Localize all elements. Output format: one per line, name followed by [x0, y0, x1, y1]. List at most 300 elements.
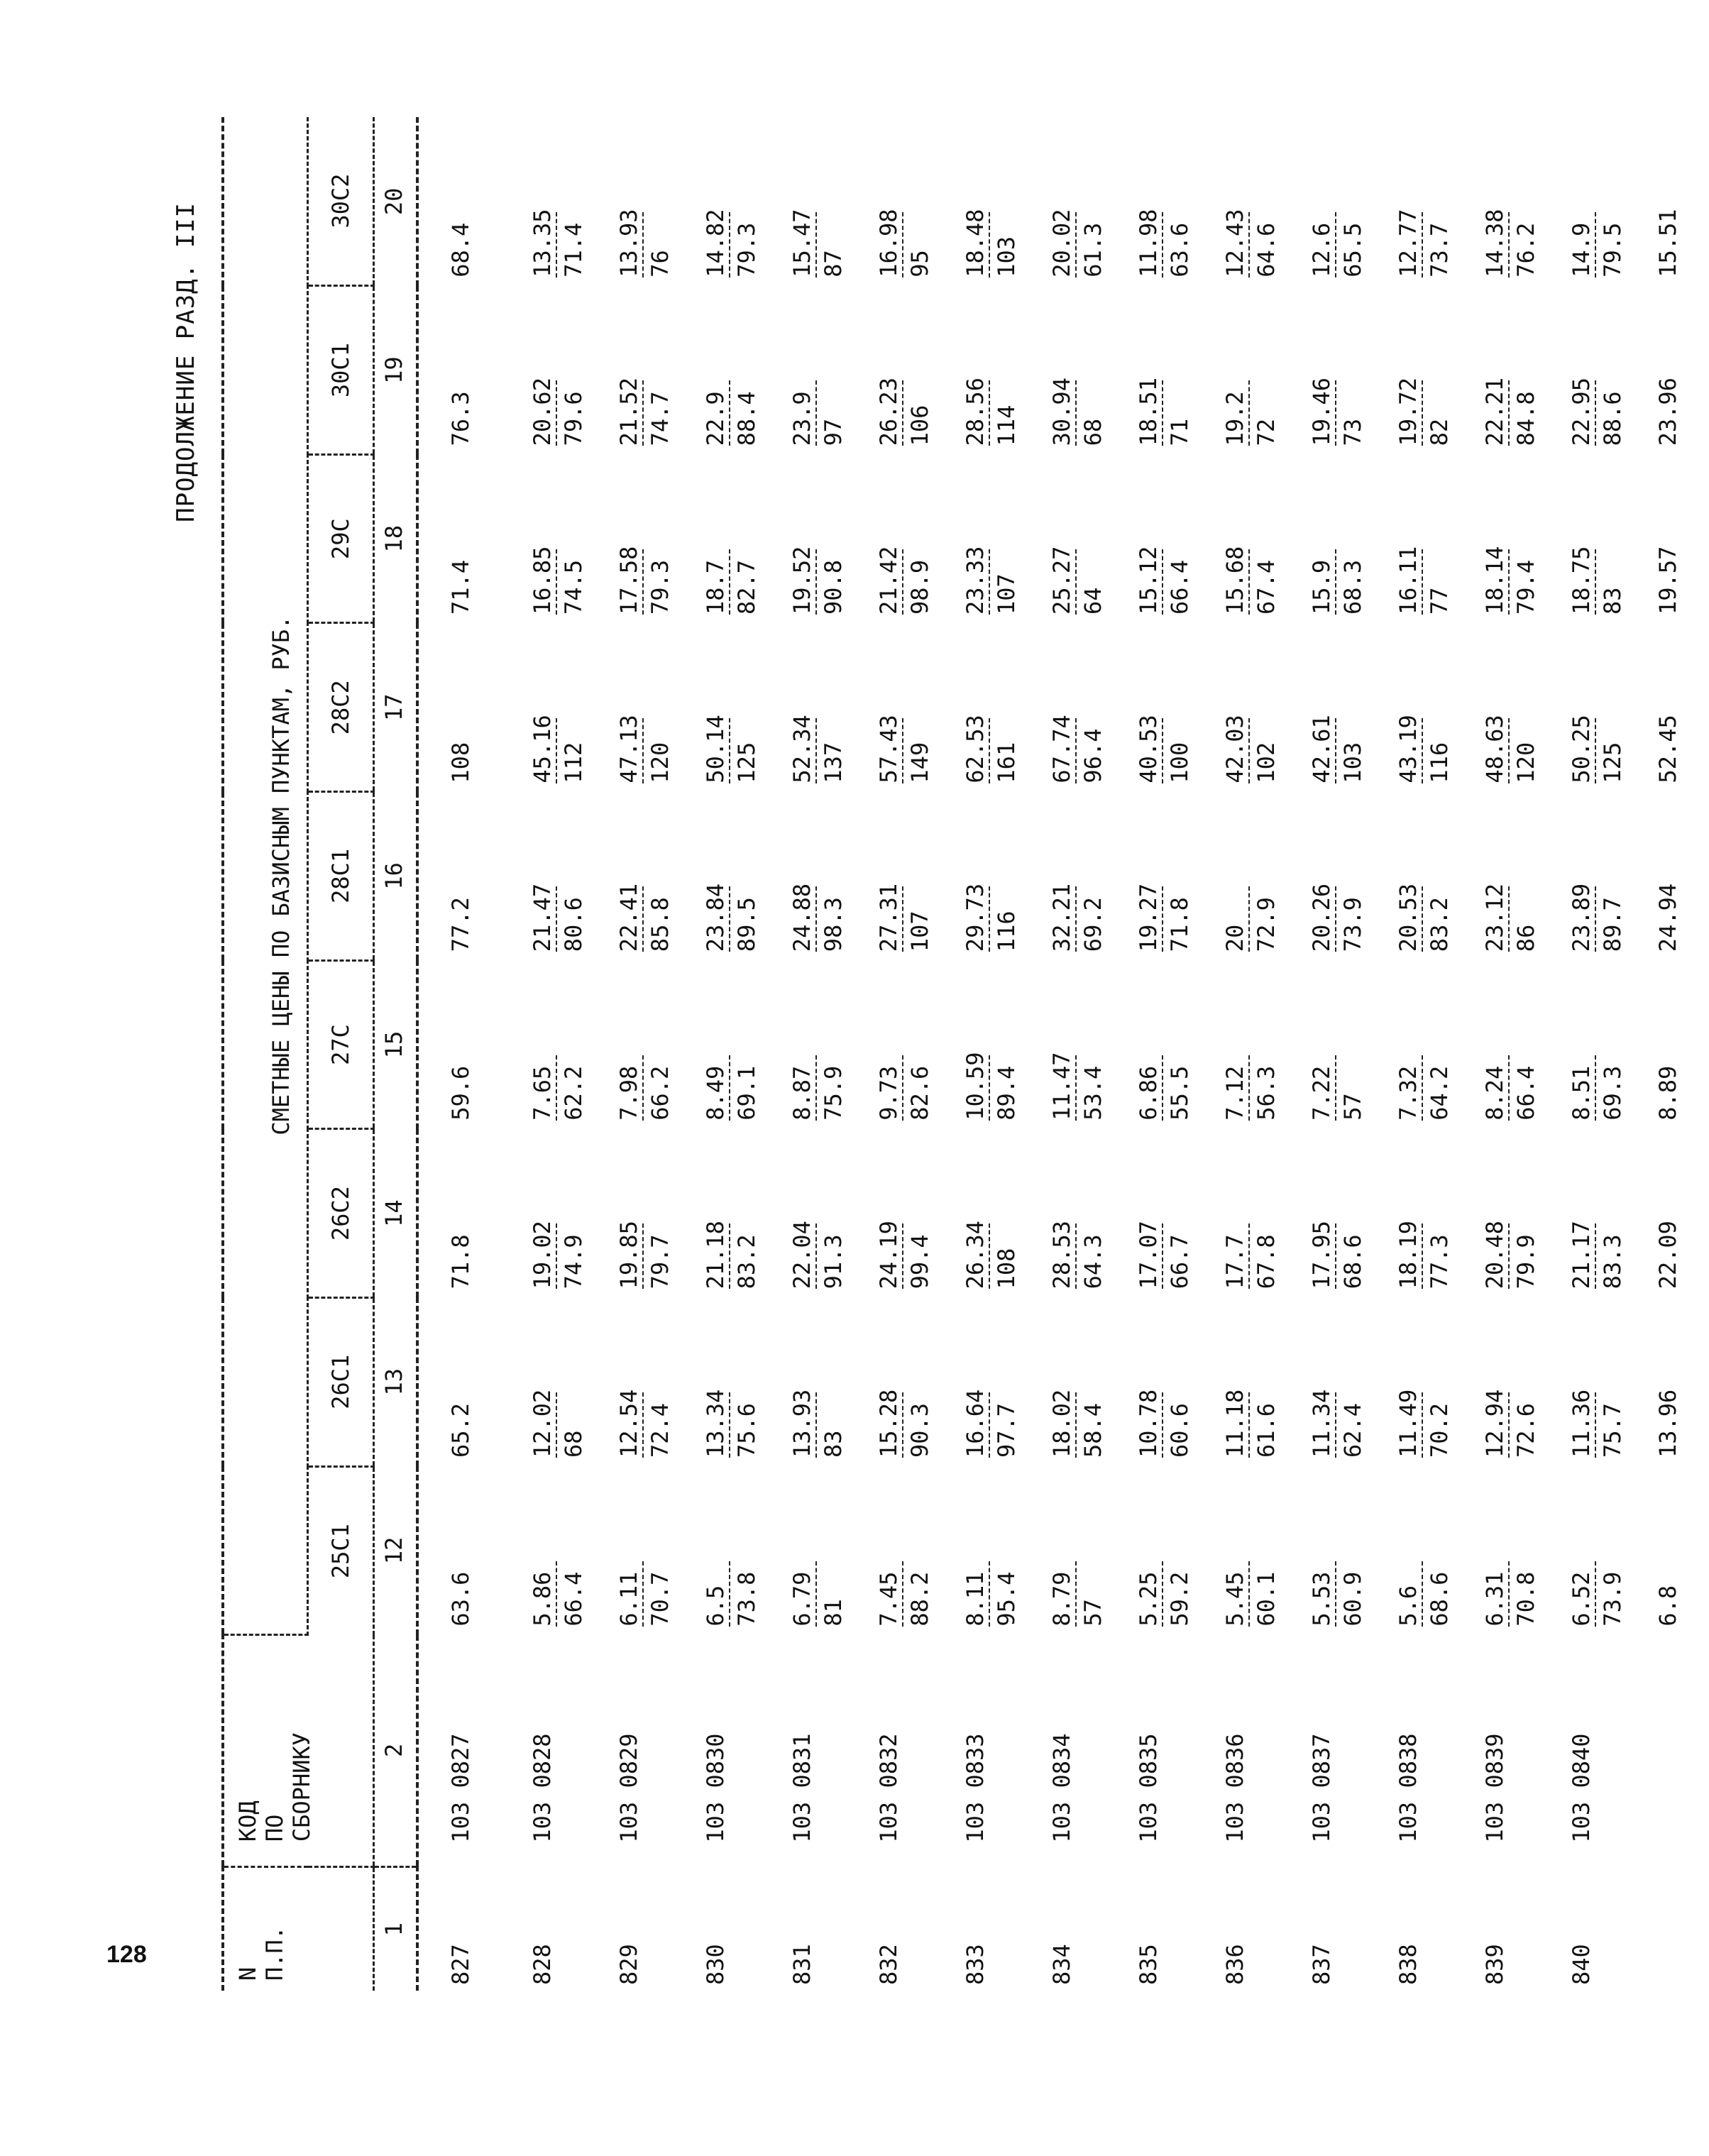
- header-code: КОД ПО СБОРНИКУ: [223, 1635, 374, 1867]
- price-value: 8.51: [1568, 1055, 1596, 1121]
- price-value: 23.9: [788, 380, 817, 446]
- price-value: 11.34: [1308, 1389, 1335, 1458]
- header-point: 26С1: [308, 1297, 374, 1466]
- price-secondary-value: 64.3: [1079, 1234, 1106, 1289]
- price-cell: [1626, 623, 1690, 792]
- price-secondary-value: 60.1: [1253, 1571, 1280, 1627]
- price-value: 16.98: [875, 209, 902, 277]
- table-row: [847, 117, 933, 1991]
- price-secondary-value: 97: [820, 418, 847, 446]
- price-secondary-value: 76.2: [1512, 222, 1539, 277]
- price-cell: [674, 454, 760, 623]
- price-secondary-value: 84.8: [1512, 391, 1539, 446]
- price-value: 19.2: [1221, 380, 1250, 446]
- price-secondary-value: 82.7: [733, 559, 760, 615]
- price-cell: [417, 286, 500, 455]
- row-number: 836: [1221, 1944, 1248, 1985]
- price-secondary-value: 82.6: [906, 1065, 933, 1121]
- price-cell: [933, 623, 1020, 792]
- price-value: 15.51: [1654, 209, 1681, 277]
- table-row: [1539, 117, 1626, 1991]
- price-secondary-value: 103: [993, 236, 1020, 277]
- header-column-number: 18: [374, 454, 418, 623]
- price-cell: [933, 286, 1020, 455]
- price-cell: [1106, 1466, 1193, 1635]
- row-code: 103 0828: [529, 1733, 556, 1843]
- price-secondary-value: 80.6: [560, 897, 587, 952]
- header-point: 30С1: [308, 286, 374, 455]
- price-cell: [587, 117, 674, 286]
- header-column-number: 16: [374, 792, 418, 961]
- price-cell: [933, 117, 1020, 286]
- price-secondary-value: 70.7: [647, 1571, 674, 1627]
- price-secondary-value: 87: [820, 250, 847, 277]
- price-cell: [760, 1466, 847, 1635]
- row-number: 835: [1135, 1944, 1162, 1985]
- price-secondary-value: 71: [1166, 418, 1193, 446]
- price-cell: [587, 1466, 674, 1635]
- price-value: 5.25: [1135, 1561, 1163, 1627]
- price-value: 5.86: [529, 1561, 557, 1627]
- price-value: 6.79: [788, 1561, 817, 1627]
- price-value: 27.31: [875, 883, 902, 952]
- price-value: 20.62: [529, 378, 556, 446]
- price-secondary-value: 112: [560, 742, 587, 783]
- price-value: 14.82: [702, 209, 729, 277]
- price-table-area: [221, 117, 1690, 1991]
- price-value: 11.47: [1048, 1052, 1075, 1121]
- price-cell: [1193, 286, 1280, 455]
- price-cell: [587, 454, 674, 623]
- price-value: 6.11: [615, 1561, 644, 1627]
- price-secondary-value: 75.9: [820, 1065, 847, 1121]
- price-cell: [1366, 1466, 1453, 1635]
- table-row: [760, 117, 847, 1991]
- header-point: 26С2: [308, 1129, 374, 1298]
- table-row: [1106, 117, 1193, 1991]
- price-value: 23.33: [962, 546, 989, 615]
- price-secondary-value: 66.7: [1166, 1234, 1193, 1289]
- price-cell: [760, 1297, 847, 1466]
- price-value: 22.95: [1568, 378, 1595, 446]
- price-cell: [1020, 1466, 1106, 1635]
- price-value: 11.98: [1135, 209, 1162, 277]
- price-secondary-value: 88.2: [906, 1571, 933, 1627]
- table-row: [1020, 117, 1106, 1991]
- price-cell: [674, 623, 760, 792]
- price-value: 21.47: [529, 883, 556, 952]
- row-number: 831: [788, 1944, 815, 1985]
- price-cell: [1453, 960, 1539, 1129]
- header-row-number: N П.П.: [223, 1867, 374, 1991]
- header-column-number: 13: [374, 1297, 418, 1466]
- price-secondary-value: 73.8: [733, 1571, 760, 1627]
- price-table: [221, 117, 1690, 1991]
- row-code: 103 0827: [447, 1733, 474, 1843]
- price-secondary-value: 88.4: [733, 391, 760, 446]
- price-value: 8.24: [1481, 1055, 1510, 1121]
- row-number: 838: [1395, 1944, 1422, 1985]
- price-value: 13.35: [529, 209, 556, 277]
- price-secondary-value: 62.4: [1339, 1402, 1366, 1458]
- price-cell: [760, 454, 847, 623]
- rotated-page-content: [165, 117, 1681, 1991]
- price-cell: [1626, 1297, 1690, 1466]
- price-cell: [417, 792, 500, 961]
- price-secondary-value: 95: [906, 250, 933, 277]
- price-cell: [1020, 792, 1106, 961]
- row-number: [1626, 1867, 1690, 1991]
- price-value: 63.6: [447, 1571, 474, 1627]
- price-value: 15.47: [788, 209, 815, 277]
- price-value: 15.68: [1221, 546, 1248, 615]
- header-column-number: 2: [374, 1635, 418, 1867]
- price-value: 62.53: [962, 715, 989, 783]
- price-cell: [417, 1129, 500, 1298]
- price-cell: [1366, 117, 1453, 286]
- price-cell: [1280, 623, 1366, 792]
- price-value: 12.02: [529, 1389, 556, 1458]
- price-secondary-value: 102: [1253, 742, 1280, 783]
- price-secondary-value: 83: [820, 1430, 847, 1458]
- price-cell: [1366, 286, 1453, 455]
- table-row: [417, 117, 500, 1991]
- price-value: 6.8: [1654, 1585, 1681, 1627]
- row-number: 830: [702, 1944, 729, 1985]
- price-cell: [1366, 1297, 1453, 1466]
- table-row: [933, 117, 1020, 1991]
- price-cell: [674, 960, 760, 1129]
- table-row: [587, 117, 674, 1991]
- price-value: 50.14: [702, 715, 729, 783]
- price-cell: [674, 792, 760, 961]
- price-value: 7.65: [529, 1055, 557, 1121]
- header-price-group-title: СМЕТНЫЕ ЦЕНЫ ПО БАЗИСНЫМ ПУНКТАМ, РУБ.: [223, 117, 308, 1635]
- price-value: 32.21: [1048, 883, 1075, 952]
- price-secondary-value: 56.3: [1253, 1065, 1280, 1121]
- price-secondary-value: 82: [1426, 418, 1453, 446]
- price-value: 15.9: [1308, 549, 1336, 615]
- price-cell: [1453, 1297, 1539, 1466]
- price-secondary-value: 72.9: [1253, 897, 1280, 952]
- price-cell: [1193, 1297, 1280, 1466]
- price-value: 14.38: [1481, 209, 1508, 277]
- price-value: 13.93: [615, 209, 642, 277]
- header-point: 30С2: [308, 117, 374, 286]
- price-value: 5.6: [1395, 1561, 1423, 1627]
- price-cell: [500, 1297, 587, 1466]
- price-cell: [587, 792, 674, 961]
- price-secondary-value: 74.7: [647, 391, 674, 446]
- price-value: 19.52: [788, 546, 815, 615]
- price-cell: [500, 1466, 587, 1635]
- price-value: 28.56: [962, 378, 989, 446]
- price-cell: [760, 117, 847, 286]
- price-secondary-value: 53.4: [1079, 1065, 1106, 1121]
- price-secondary-value: 88.6: [1599, 391, 1626, 446]
- price-secondary-value: 58.4: [1079, 1402, 1106, 1458]
- price-value: 11.36: [1568, 1389, 1595, 1458]
- row-number: 840: [1568, 1944, 1595, 1985]
- row-code: [1626, 1635, 1690, 1867]
- price-secondary-value: 76: [647, 250, 674, 277]
- price-secondary-value: 125: [733, 742, 760, 783]
- price-value: 9.73: [875, 1055, 903, 1121]
- price-cell: [587, 623, 674, 792]
- price-secondary-value: 125: [1599, 742, 1626, 783]
- price-cell: [1280, 1466, 1366, 1635]
- header-column-number: 14: [374, 1129, 418, 1298]
- price-cell: [1453, 1129, 1539, 1298]
- row-code: 103 0833: [962, 1733, 989, 1843]
- price-cell: [1193, 792, 1280, 961]
- price-cell: [847, 1466, 933, 1635]
- table-row: [500, 117, 587, 1991]
- price-secondary-value: 73.9: [1339, 897, 1366, 952]
- price-value: 22.04: [788, 1221, 815, 1289]
- price-cell: [1106, 1129, 1193, 1298]
- price-cell: [1193, 117, 1280, 286]
- price-value: 24.88: [788, 883, 815, 952]
- row-number: 832: [875, 1944, 902, 1985]
- price-value: 20.53: [1395, 883, 1422, 952]
- price-secondary-value: 91.3: [820, 1234, 847, 1289]
- price-value: 13.96: [1654, 1389, 1681, 1458]
- price-secondary-value: 120: [1512, 742, 1539, 783]
- header-column-number: 12: [374, 1466, 418, 1635]
- price-value: 23.96: [1654, 378, 1681, 446]
- price-secondary-value: 137: [820, 742, 847, 783]
- price-secondary-value: 57: [1079, 1599, 1106, 1627]
- price-value: 18.75: [1568, 546, 1595, 615]
- price-secondary-value: 57: [1339, 1093, 1366, 1121]
- price-secondary-value: 79.7: [647, 1234, 674, 1289]
- price-value: 8.79: [1048, 1561, 1077, 1627]
- price-secondary-value: 74.9: [560, 1234, 587, 1289]
- price-cell: [1539, 792, 1626, 961]
- price-secondary-value: 89.4: [993, 1065, 1020, 1121]
- price-value: 16.11: [1395, 546, 1422, 615]
- price-cell: [1020, 623, 1106, 792]
- price-value: 13.93: [788, 1389, 815, 1458]
- price-cell: [933, 1466, 1020, 1635]
- price-cell: [1366, 792, 1453, 961]
- price-value: 40.53: [1135, 715, 1162, 783]
- price-secondary-value: 96.4: [1079, 728, 1106, 783]
- price-secondary-value: 98.3: [820, 897, 847, 952]
- price-secondary-value: 107: [906, 911, 933, 952]
- price-cell: [1020, 454, 1106, 623]
- price-cell: [1020, 960, 1106, 1129]
- price-cell: [500, 286, 587, 455]
- price-value: 43.19: [1395, 715, 1422, 783]
- price-secondary-value: 68.3: [1339, 559, 1366, 615]
- table-row: [1453, 117, 1539, 1991]
- price-value: 8.11: [962, 1561, 990, 1627]
- price-cell: [1453, 1466, 1539, 1635]
- price-cell: [417, 1297, 500, 1466]
- price-value: 23.89: [1568, 883, 1595, 952]
- price-secondary-value: 74.5: [560, 559, 587, 615]
- price-cell: [674, 1129, 760, 1298]
- price-value: 15.12: [1135, 546, 1162, 615]
- price-cell: [1539, 960, 1626, 1129]
- price-value: 8.87: [788, 1055, 817, 1121]
- price-secondary-value: 64.2: [1426, 1065, 1453, 1121]
- price-value: 10.59: [962, 1052, 989, 1121]
- price-value: 13.34: [702, 1389, 729, 1458]
- price-value: 11.49: [1395, 1389, 1422, 1458]
- price-value: 108: [447, 742, 474, 783]
- price-value: 5.53: [1308, 1561, 1336, 1627]
- price-cell: [1193, 1129, 1280, 1298]
- price-secondary-value: 72: [1253, 418, 1280, 446]
- price-cell: [500, 623, 587, 792]
- price-cell: [1280, 454, 1366, 623]
- price-value: 20: [1221, 886, 1250, 952]
- price-cell: [1626, 960, 1690, 1129]
- price-secondary-value: 73.7: [1426, 222, 1453, 277]
- price-value: 20.48: [1481, 1221, 1508, 1289]
- price-cell: [674, 1466, 760, 1635]
- price-secondary-value: 79.3: [733, 222, 760, 277]
- price-secondary-value: 149: [906, 742, 933, 783]
- price-value: 18.7: [702, 549, 730, 615]
- price-secondary-value: 71.8: [1166, 897, 1193, 952]
- price-cell: [1193, 623, 1280, 792]
- price-secondary-value: 67.8: [1253, 1234, 1280, 1289]
- price-secondary-value: 116: [993, 911, 1020, 952]
- price-secondary-value: 72.6: [1512, 1402, 1539, 1458]
- price-cell: [1366, 1129, 1453, 1298]
- header-point: 28С1: [308, 792, 374, 961]
- header-column-number: 15: [374, 960, 418, 1129]
- header-point: 29С: [308, 454, 374, 623]
- price-cell: [933, 1129, 1020, 1298]
- price-cell: [587, 1129, 674, 1298]
- price-value: 12.54: [615, 1389, 642, 1458]
- price-value: 52.34: [788, 715, 815, 783]
- price-secondary-value: 79.4: [1512, 559, 1539, 615]
- price-secondary-value: 106: [906, 405, 933, 446]
- price-cell: [1106, 792, 1193, 961]
- price-cell: [847, 454, 933, 623]
- price-cell: [1193, 960, 1280, 1129]
- price-secondary-value: 69.3: [1599, 1065, 1626, 1121]
- price-secondary-value: 79.6: [560, 391, 587, 446]
- price-secondary-value: 64: [1079, 587, 1106, 615]
- price-cell: [1280, 286, 1366, 455]
- price-secondary-value: 66.4: [1512, 1065, 1539, 1121]
- price-cell: [500, 117, 587, 286]
- price-secondary-value: 108: [993, 1248, 1020, 1289]
- price-cell: [1106, 1297, 1193, 1466]
- price-value: 48.63: [1481, 715, 1508, 783]
- price-cell: [1020, 1129, 1106, 1298]
- price-secondary-value: 71.4: [560, 222, 587, 277]
- price-cell: [1193, 1466, 1280, 1635]
- price-cell: [1106, 454, 1193, 623]
- price-cell: [417, 454, 500, 623]
- price-cell: [847, 623, 933, 792]
- price-secondary-value: 77.3: [1426, 1234, 1453, 1289]
- price-cell: [1280, 1129, 1366, 1298]
- price-cell: [1539, 1297, 1626, 1466]
- price-cell: [1626, 1129, 1690, 1298]
- row-code: 103 0832: [875, 1733, 902, 1843]
- price-secondary-value: 61.3: [1079, 222, 1106, 277]
- price-value: 42.03: [1221, 715, 1248, 783]
- price-secondary-value: 116: [1426, 742, 1453, 783]
- price-value: 6.86: [1135, 1055, 1163, 1121]
- price-value: 16.85: [529, 546, 556, 615]
- price-value: 5.45: [1221, 1561, 1250, 1627]
- price-value: 68.4: [447, 222, 474, 277]
- price-cell: [1626, 286, 1690, 455]
- price-secondary-value: 79.5: [1599, 222, 1626, 277]
- price-secondary-value: 67.4: [1253, 559, 1280, 615]
- price-value: 30.94: [1048, 378, 1075, 446]
- row-code: 103 0837: [1308, 1733, 1335, 1843]
- price-value: 76.3: [447, 391, 474, 446]
- price-value: 65.2: [447, 1402, 474, 1458]
- price-cell: [760, 623, 847, 792]
- price-secondary-value: 81: [820, 1599, 847, 1627]
- price-secondary-value: 61.6: [1253, 1402, 1280, 1458]
- price-cell: [1020, 1297, 1106, 1466]
- price-value: 12.6: [1308, 212, 1336, 277]
- price-secondary-value: 86: [1512, 924, 1539, 952]
- price-value: 19.72: [1395, 378, 1422, 446]
- price-secondary-value: 99.4: [906, 1234, 933, 1289]
- price-cell: [417, 623, 500, 792]
- price-value: 45.16: [529, 715, 556, 783]
- price-secondary-value: 69.1: [733, 1065, 760, 1121]
- price-value: 24.94: [1654, 883, 1681, 952]
- price-value: 21.52: [615, 378, 642, 446]
- price-value: 71.4: [447, 559, 474, 615]
- price-secondary-value: 68.6: [1426, 1571, 1453, 1627]
- header-column-number: 19: [374, 286, 418, 455]
- price-cell: [1366, 960, 1453, 1129]
- price-cell: [1280, 1297, 1366, 1466]
- price-value: 6.31: [1481, 1561, 1510, 1627]
- price-cell: [500, 1129, 587, 1298]
- continuation-heading: ПРОДОЛЖЕНИЕ РАЗД. III: [172, 202, 200, 522]
- price-value: 21.42: [875, 546, 902, 615]
- price-value: 17.58: [615, 546, 642, 615]
- price-secondary-value: 83.2: [733, 1234, 760, 1289]
- price-value: 12.94: [1481, 1389, 1508, 1458]
- price-secondary-value: 60.6: [1166, 1402, 1193, 1458]
- price-cell: [1280, 117, 1366, 286]
- price-secondary-value: 114: [993, 405, 1020, 446]
- row-code: 103 0840: [1568, 1733, 1595, 1843]
- row-code: 103 0831: [788, 1733, 815, 1843]
- price-value: 22.41: [615, 883, 642, 952]
- row-code: 103 0835: [1135, 1733, 1162, 1843]
- price-cell: [1453, 623, 1539, 792]
- price-value: 29.73: [962, 883, 989, 952]
- price-value: 22.9: [702, 380, 730, 446]
- price-cell: [933, 1297, 1020, 1466]
- price-value: 19.46: [1308, 378, 1335, 446]
- price-secondary-value: 89.7: [1599, 897, 1626, 952]
- price-cell: [1106, 623, 1193, 792]
- price-cell: [674, 286, 760, 455]
- price-value: 21.17: [1568, 1221, 1595, 1289]
- price-value: 20.02: [1048, 209, 1075, 277]
